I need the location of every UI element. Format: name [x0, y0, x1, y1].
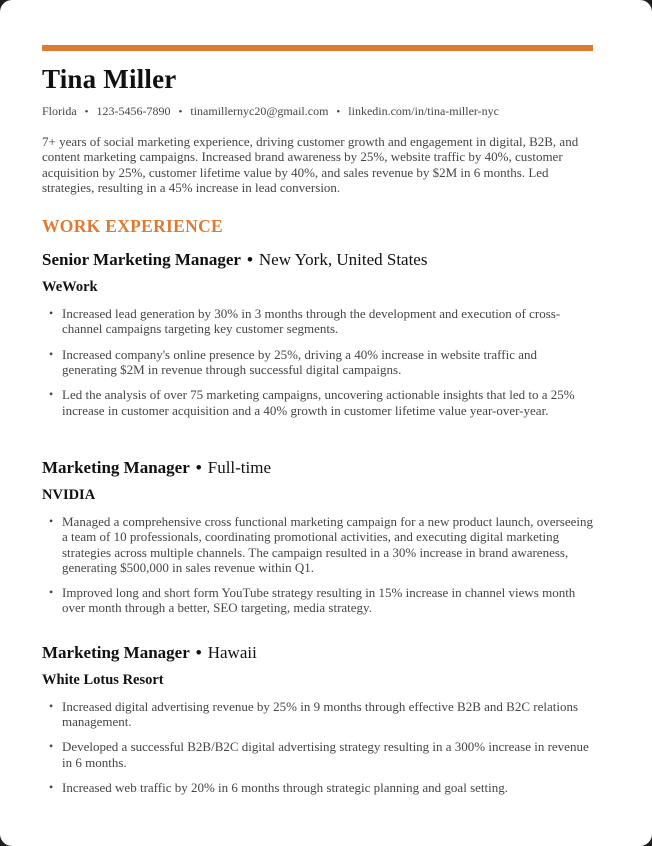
job-bullet-list [42, 699, 593, 795]
job-location: Hawaii [207, 642, 257, 662]
job-title-line [42, 458, 593, 478]
title-separator: • [195, 457, 202, 477]
job-bullet: • Increased digital advertising revenue by 25% in 9 months through effective B2B and B2C relations management. [42, 699, 593, 730]
company-name: WeWork [42, 279, 98, 296]
job-bullet: • Increased lead generation by 30% in 3 months through the development and execution of cross-channel campaigns targeting key customer segments. [42, 306, 593, 337]
contact-email: tinamillernyc20@gmail.com [190, 104, 329, 118]
job-title-line [42, 250, 593, 270]
contact-separator: • [336, 106, 341, 118]
job-entry [42, 643, 593, 795]
job-bullet: • Increased web traffic by 20% in 6 months through strategic planning and goal setting. [42, 780, 593, 795]
contact-info [42, 104, 593, 119]
contact-phone: 123-5456-7890 [96, 104, 171, 118]
job-detail: Full-time [207, 457, 272, 477]
job-entry [42, 458, 593, 616]
job-title-line [42, 643, 593, 663]
job-entry [42, 250, 593, 418]
job-bullet: • Developed a successful B2B/B2C digital advertising strategy resulting in a 300% increase in revenue in 6 months. [42, 739, 593, 770]
section-title-work-experience: WORK EXPERIENCE [42, 216, 223, 237]
job-title: Marketing Manager [42, 642, 190, 662]
professional-summary: 7+ years of social marketing experience, driving customer growth and engagement in digital, B2B, and content marketing campaigns. Increased brand awareness by 25%, website traffic by 40%, customer acquisition by 25%, customer lifetime value by 40%, and sales revenue by $2M in 6 months. Led strategies, resulting in a 45% increase in lead conversion. [42, 134, 579, 195]
title-separator: • [195, 642, 202, 662]
job-bullet: • Led the analysis of over 75 marketing campaigns, uncovering actionable insights that led to a 25% increase in customer acquisition and a 40% growth in customer lifetime value year-over-year. [42, 387, 593, 418]
company-name: NVIDIA [42, 486, 96, 503]
accent-bar [42, 45, 593, 51]
job-bullet-list [42, 306, 593, 418]
job-bullet: • Improved long and short form YouTube strategy resulting in 15% increase in channel views month over month through a better, SEO targeting, media strategy. [42, 585, 593, 616]
company-name: White Lotus Resort [42, 671, 164, 688]
contact-separator: • [84, 106, 89, 118]
job-bullet-list [42, 514, 593, 616]
job-bullet: • Managed a comprehensive cross functional marketing campaign for a new product launch, overseeing a team of 10 professionals, coordinating promotional activities, and executing digital marketing strategies across multiple channels. The campaign resulted in a 30% increase in brand awareness, generating $500,000 in sales revenue within Q1. [42, 514, 593, 575]
job-title: Marketing Manager [42, 457, 190, 477]
job-bullet: • Increased company's online presence by 25%, driving a 40% increase in website traffic and generating $2M in revenue through successful digital campaigns. [42, 347, 593, 378]
candidate-name: Tina Miller [42, 64, 177, 94]
job-title: Senior Marketing Manager [42, 250, 241, 270]
contact-separator: • [178, 106, 183, 118]
title-separator: • [246, 250, 253, 270]
job-location: New York, United States [258, 250, 428, 270]
contact-location: Florida [42, 104, 77, 118]
contact-linkedin: linkedin.com/in/tina-miller-nyc [348, 104, 500, 118]
